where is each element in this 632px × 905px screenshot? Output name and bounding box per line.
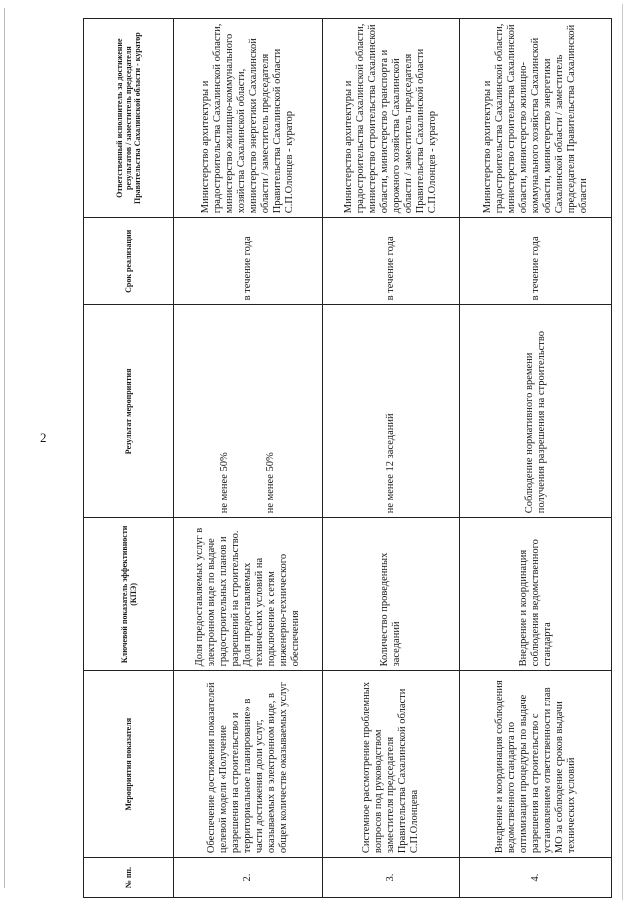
activity-cell: Обеспечение достижения показателей целевой модели «Получение разрешения на строительство и территориальное планирование» в части достижения доли услуг, оказываемых в электронном виде, в общем количестве оказываемых услуг bbox=[174, 671, 323, 858]
table-header-row bbox=[84, 19, 174, 898]
table-row bbox=[460, 19, 612, 898]
result-line: не менее 50% bbox=[265, 452, 276, 514]
activities-table bbox=[83, 18, 612, 898]
table-row bbox=[174, 19, 323, 898]
page-number: 2 bbox=[40, 430, 47, 445]
deadline-cell: в течение года bbox=[460, 218, 612, 305]
result-line: не менее 50% bbox=[219, 452, 230, 514]
deadline-cell: в течение года bbox=[323, 218, 460, 305]
activity-cell: Системное рассмотрение проблемных вопросов под руководством заместителя председателя Правительства Сахалинской области С.П.Олонцева bbox=[323, 671, 460, 858]
row-number: 4. bbox=[460, 858, 612, 898]
kpi-cell: Количество проведенных заседаний bbox=[323, 518, 460, 671]
activity-cell: Внедрение и координация соблюдения ведомственного стандарта по оптимизации процедуры по выдаче разрешения на строительство с установлением ответственности глав МО за соблюдение сроков выдачи технических условий bbox=[460, 671, 612, 858]
result-cell bbox=[174, 305, 323, 518]
scan-edge-right bbox=[622, 4, 623, 900]
responsible-cell: Министерство архитектуры и градостроительства Сахалинской области, министерство жилищно-коммунального хозяйства Сахалинской области, министерство энергетики Сахалинской области / заместитель председателя Правительства Сахалинской области С.П.Олонцев - куратор bbox=[174, 19, 323, 218]
responsible-cell: Министерство архитектуры и градостроительства Сахалинской области, министерство строительства Сахалинской области, министерство транспорта и дорожного хозяйства Сахалинской области / заместитель председателя Правительства Сахалинской области С.П.Олонцев - куратор bbox=[323, 19, 460, 218]
header-responsible: Ответственный исполнитель за достижение результатов / заместитель председателя Правительства Сахалинской области - куратор bbox=[84, 19, 174, 218]
scan-edge-left bbox=[4, 8, 5, 888]
header-deadline: Срок реализации bbox=[84, 218, 174, 305]
header-result: Результат мероприятия bbox=[84, 305, 174, 518]
rotated-table-container bbox=[83, 18, 611, 898]
row-number: 2. bbox=[174, 858, 323, 898]
table-row bbox=[323, 19, 460, 898]
header-num: № пп. bbox=[84, 858, 174, 898]
deadline-cell: в течение года bbox=[174, 218, 323, 305]
kpi-cell: Внедрение и координация соблюдения ведомственного стандарта bbox=[460, 518, 612, 671]
header-activity: Мероприятия показателя bbox=[84, 671, 174, 858]
header-kpi: Ключевой показатель эффективности (КПЭ) bbox=[84, 518, 174, 671]
result-cell: Соблюдение нормативного времени получения разрешения на строительство bbox=[460, 305, 612, 518]
responsible-cell: Министерство архитектуры и градостроительства Сахалинской области, министерство строительства Сахалинской области, министерство жилищно-коммунального хозяйства Сахалинской области, министерство энергетики Сахалинской области / заместитель председателя Правительства Сахалинской области bbox=[460, 19, 612, 218]
kpi-cell: Доля предоставляемых услуг в электронном виде по выдаче градостроительных планов и разрешений на строительство. Доля предоставляемых технических условий на подключение к сетям инженерно-технического обеспечения bbox=[174, 518, 323, 671]
result-cell: не менее 12 заседаний bbox=[323, 305, 460, 518]
row-number: 3. bbox=[323, 858, 460, 898]
